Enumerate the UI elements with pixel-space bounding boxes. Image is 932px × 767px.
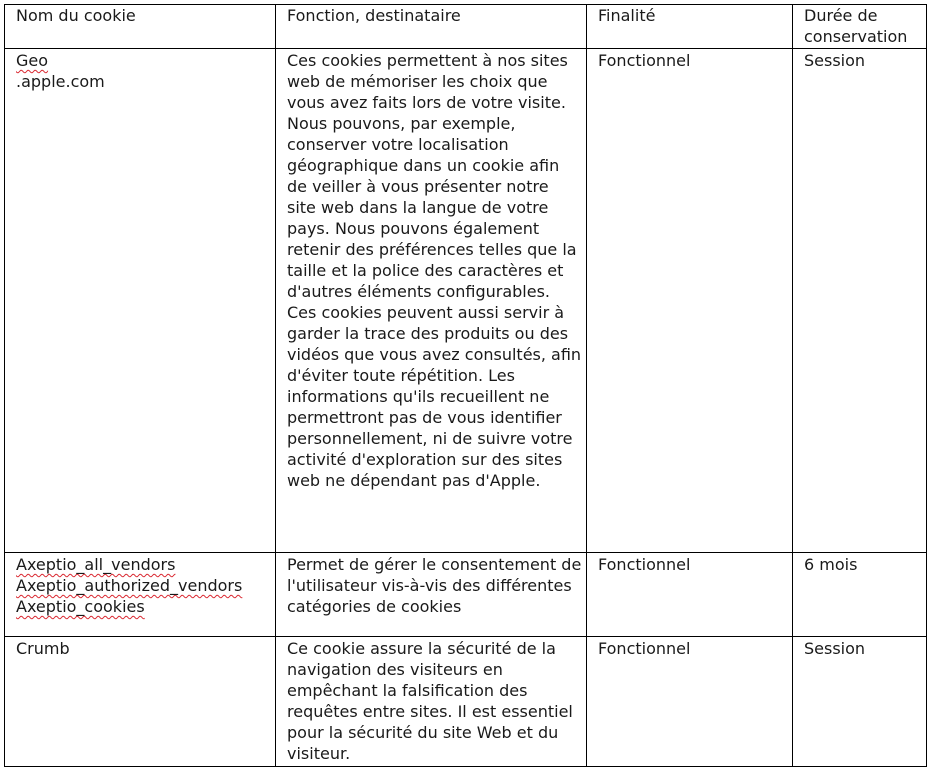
table-row: [5, 637, 927, 767]
cell-purpose: Fonctionnel: [587, 553, 793, 637]
cookie-name-line: Crumb: [16, 639, 70, 658]
cell-function: Ce cookie assure la sécurité de la navigation des visiteurs en empêchant la falsification des requêtes entre sites. Il est essentiel pour la sécurité du site Web et du visiteur.: [276, 637, 587, 767]
header-duration-line2: conservation: [804, 27, 908, 46]
cell-duration: Session: [793, 637, 927, 767]
header-function: Fonction, destinataire: [276, 5, 587, 49]
cell-cookie-name: [5, 637, 276, 767]
cell-cookie-name: [5, 49, 276, 553]
cookie-name-line: Axeptio_authorized_vendors: [16, 576, 243, 595]
header-duration-line1: Durée de: [804, 6, 878, 25]
cell-duration: 6 mois: [793, 553, 927, 637]
table-header-row: [5, 5, 927, 49]
table-row: [5, 553, 927, 637]
cookie-name-line: Geo: [16, 51, 49, 70]
header-duration: [793, 5, 927, 49]
cookie-name-line: Axeptio_cookies: [16, 597, 145, 616]
cell-function: Permet de gérer le consentement de l'utilisateur vis-à-vis des différentes catégories de cookies: [276, 553, 587, 637]
cell-purpose: Fonctionnel: [587, 49, 793, 553]
cookies-table: [4, 4, 927, 767]
cookie-name-line: Axeptio_all_vendors: [16, 555, 176, 574]
table-row: [5, 49, 927, 553]
header-purpose: Finalité: [587, 5, 793, 49]
cell-function: Ces cookies permettent à nos sites web de mémoriser les choix que vous avez faits lors de votre visite. Nous pouvons, par exemple, conserver votre localisation géographique dans un cookie afin de veiller à vous présenter notre site web dans la langue de votre pays. Nous pouvons également retenir des préférences telles que la taille et la police des caractères et d'autres éléments configurables. Ces cookies peuvent aussi servir à garder la trace des produits ou des vidéos que vous avez consultés, afin d'éviter toute répétition. Les informations qu'ils recueillent ne permettront pas de vous identifier personnellement, ni de suivre votre activité d'exploration sur des sites web ne dépendant pas d'Apple.: [276, 49, 587, 553]
cookie-name-line: .apple.com: [16, 72, 105, 91]
header-cookie-name: Nom du cookie: [5, 5, 276, 49]
cell-duration: Session: [793, 49, 927, 553]
cell-purpose: Fonctionnel: [587, 637, 793, 767]
cell-cookie-name: [5, 553, 276, 637]
